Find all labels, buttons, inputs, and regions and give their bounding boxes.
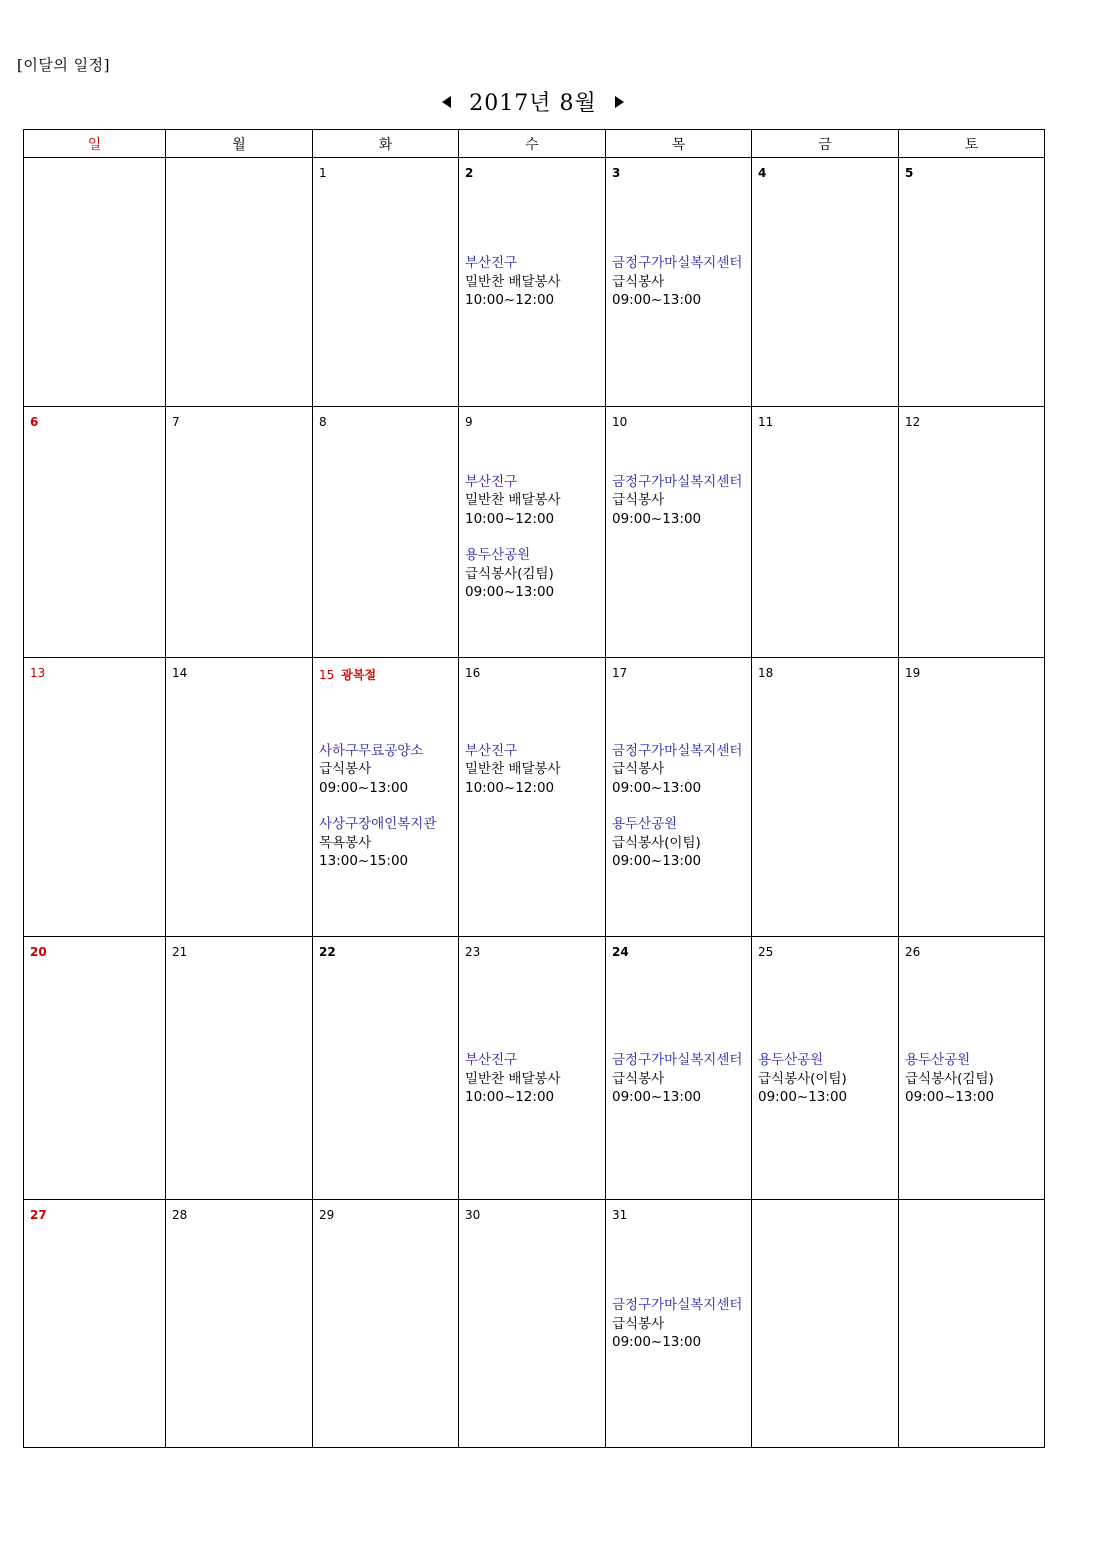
day-number-text: 5: [905, 166, 914, 180]
event-time: 09:00~13:00: [612, 1334, 702, 1351]
day-cell[interactable]: [606, 657, 752, 936]
event-time: 10:00~12:00: [465, 510, 555, 527]
day-cell[interactable]: [606, 158, 752, 407]
month-navigation: [0, 86, 1066, 117]
day-number: [172, 666, 187, 680]
day-number-text: 8: [319, 414, 327, 429]
day-number: [30, 666, 45, 680]
day-number: [465, 1208, 480, 1222]
day-number-text: 24: [612, 945, 629, 959]
day-number-text: 31: [612, 1208, 628, 1223]
day-number-text: 30: [465, 1208, 481, 1223]
day-number-text: 17: [612, 665, 628, 680]
event-time: 13:00~15:00: [319, 853, 409, 870]
event-place: 부산진구: [465, 742, 518, 759]
day-number: [319, 945, 336, 959]
day-number: [758, 666, 773, 680]
event-list: [465, 1051, 603, 1107]
day-cell[interactable]: [24, 406, 166, 657]
event-time: 09:00~13:00: [612, 292, 702, 308]
event-item[interactable]: [905, 1051, 1042, 1107]
event-description: 급식봉사: [612, 761, 665, 778]
event-item[interactable]: [612, 473, 749, 529]
event-place: 금정구가마실복지센터: [612, 742, 743, 759]
day-cell[interactable]: [606, 937, 752, 1200]
event-place: 사하구무료공양소: [319, 742, 424, 759]
day-cell[interactable]: [166, 937, 313, 1200]
event-time: 10:00~12:00: [465, 1089, 555, 1105]
holiday-label: 광복절: [341, 667, 377, 682]
day-number-text: 10: [612, 414, 628, 429]
day-number-text: 9: [465, 414, 473, 429]
day-number: [612, 166, 620, 180]
event-item[interactable]: [612, 1051, 749, 1107]
event-place: 용두산공원: [905, 1052, 971, 1068]
day-number-text: 29: [319, 1208, 335, 1223]
day-number-text: 27: [30, 1208, 47, 1223]
day-number-text: 7: [172, 414, 180, 429]
day-cell[interactable]: [899, 406, 1045, 657]
day-cell[interactable]: [606, 406, 752, 657]
event-list: [465, 742, 603, 798]
month-title: 2017년 8월: [469, 91, 597, 116]
event-description: 급식봉사: [612, 1070, 665, 1087]
event-place: 부산진구: [465, 473, 518, 490]
day-cell[interactable]: [899, 657, 1045, 936]
event-description: 밀반찬 배달봉사: [465, 1070, 561, 1087]
event-time: 09:00~13:00: [612, 853, 702, 870]
day-number: [172, 415, 180, 429]
event-time: 09:00~13:00: [465, 584, 555, 601]
week-row: [24, 937, 1045, 1200]
event-list: [612, 254, 749, 310]
event-time: 09:00~13:00: [612, 1089, 702, 1105]
event-list: [612, 1296, 749, 1352]
day-cell[interactable]: [313, 1200, 459, 1448]
event-place: 금정구가마실복지센터: [612, 473, 743, 490]
day-number: [612, 415, 627, 429]
day-number: [612, 666, 627, 680]
event-item[interactable]: [465, 1051, 603, 1107]
day-number-text: 26: [905, 945, 921, 959]
triangle-right-icon[interactable]: [615, 96, 624, 108]
day-number: [319, 666, 376, 683]
event-item[interactable]: [758, 1051, 896, 1107]
day-cell[interactable]: [166, 406, 313, 657]
day-number-text: 25: [758, 945, 774, 959]
day-number: [905, 666, 920, 680]
event-description: 급식봉사: [612, 492, 665, 509]
day-number: [30, 415, 38, 429]
day-number: [465, 415, 473, 429]
triangle-left-icon[interactable]: [442, 96, 451, 108]
event-description: 급식봉사: [612, 273, 665, 290]
event-item[interactable]: [612, 815, 749, 871]
day-number: [30, 1208, 47, 1222]
day-number-text: 2: [465, 166, 474, 180]
day-number-text: 21: [172, 945, 188, 959]
empty-cell: [166, 158, 313, 407]
weekday-header-wed: 수: [459, 130, 606, 158]
day-cell[interactable]: [459, 158, 606, 407]
event-item[interactable]: [319, 742, 456, 798]
day-number-text: 28: [172, 1208, 188, 1223]
day-number-text: 3: [612, 166, 621, 180]
event-time: 09:00~13:00: [758, 1089, 848, 1105]
weekday-header-thu: 목: [606, 130, 752, 158]
event-item[interactable]: [612, 1296, 749, 1352]
event-place: 부산진구: [465, 1052, 518, 1068]
day-number: [319, 415, 327, 429]
event-item[interactable]: [612, 254, 749, 310]
weekday-header-row: [24, 130, 1045, 158]
day-number-text: 13: [30, 665, 46, 680]
day-number-text: 14: [172, 665, 188, 680]
day-cell[interactable]: [313, 158, 459, 407]
day-number: [905, 166, 913, 180]
calendar-grid: [23, 129, 1045, 1448]
day-number-text: 15: [319, 667, 335, 682]
event-place: 부산진구: [465, 255, 518, 271]
event-list: [465, 254, 603, 310]
event-time: 09:00~13:00: [319, 779, 409, 796]
event-description: 밀반찬 배달봉사: [465, 273, 561, 290]
week-row: [24, 406, 1045, 657]
day-number-text: 23: [465, 945, 481, 959]
week-row: [24, 657, 1045, 936]
day-cell[interactable]: [166, 1200, 313, 1448]
weekday-header-mon: 월: [166, 130, 313, 158]
day-number: [905, 415, 920, 429]
event-description: 급식봉사(김팀): [465, 565, 554, 582]
day-cell[interactable]: [24, 657, 166, 936]
event-description: 밀반찬 배달봉사: [465, 761, 561, 778]
day-number: [30, 945, 47, 959]
day-cell[interactable]: [313, 657, 459, 936]
event-time: 09:00~13:00: [612, 779, 702, 796]
event-description: 밀반찬 배달봉사: [465, 492, 561, 509]
empty-cell: [752, 1200, 899, 1448]
event-list: [319, 742, 456, 871]
day-number-text: 16: [465, 665, 481, 680]
day-cell[interactable]: [752, 406, 899, 657]
event-item[interactable]: [465, 254, 603, 310]
day-cell[interactable]: [459, 1200, 606, 1448]
event-place: 사상구장애인복지관: [319, 816, 437, 833]
day-cell[interactable]: [24, 1200, 166, 1448]
event-list: [758, 1051, 896, 1107]
weekday-header-sat: 토: [899, 130, 1045, 158]
weekday-header-tue: 화: [313, 130, 459, 158]
event-list: [612, 742, 749, 871]
day-number: [758, 166, 766, 180]
day-number-text: 19: [905, 665, 921, 680]
day-number: [612, 945, 629, 959]
day-cell[interactable]: [313, 937, 459, 1200]
day-number: [758, 415, 773, 429]
empty-cell: [899, 1200, 1045, 1448]
event-description: 급식봉사(김팀): [905, 1070, 994, 1087]
day-number: [465, 666, 480, 680]
event-description: 급식봉사(이팀): [758, 1070, 847, 1087]
day-number-text: 22: [319, 945, 336, 959]
day-cell[interactable]: [313, 406, 459, 657]
event-list: [612, 473, 749, 529]
day-number: [905, 945, 920, 959]
section-label: [이달의 일정]: [17, 56, 110, 74]
day-number-text: 4: [758, 166, 767, 180]
day-cell[interactable]: [459, 406, 606, 657]
day-number: [319, 166, 327, 180]
day-number: [172, 945, 187, 959]
day-number: [612, 1208, 627, 1222]
event-time: 09:00~13:00: [905, 1089, 995, 1105]
day-cell[interactable]: [899, 937, 1045, 1200]
event-place: 금정구가마실복지센터: [612, 255, 743, 271]
weekday-header-fri: 금: [752, 130, 899, 158]
event-description: 급식봉사(이팀): [612, 834, 701, 851]
event-item[interactable]: [465, 473, 603, 529]
event-list: [905, 1051, 1042, 1107]
day-cell[interactable]: [166, 657, 313, 936]
day-number-text: 20: [30, 945, 47, 959]
week-row: [24, 1200, 1045, 1448]
event-place: 금정구가마실복지센터: [612, 1297, 743, 1314]
event-item[interactable]: [465, 742, 603, 798]
day-number: [172, 1208, 187, 1222]
day-cell[interactable]: [752, 158, 899, 407]
day-number-text: 12: [905, 414, 921, 429]
day-cell[interactable]: [459, 937, 606, 1200]
event-time: 09:00~13:00: [612, 510, 702, 527]
day-number-text: 18: [758, 665, 774, 680]
day-number-text: 6: [30, 414, 39, 429]
event-list: [465, 473, 603, 602]
day-number: [465, 166, 473, 180]
day-cell[interactable]: [606, 1200, 752, 1448]
day-cell[interactable]: [752, 657, 899, 936]
event-item[interactable]: [612, 742, 749, 798]
event-place: 용두산공원: [465, 547, 531, 564]
day-number: [465, 945, 480, 959]
event-place: 금정구가마실복지센터: [612, 1052, 743, 1068]
day-cell[interactable]: [752, 937, 899, 1200]
event-place: 용두산공원: [758, 1052, 824, 1068]
event-time: 10:00~12:00: [465, 779, 555, 796]
event-description: 목욕봉사: [319, 834, 372, 851]
event-time: 10:00~12:00: [465, 292, 555, 308]
event-description: 급식봉사: [319, 761, 372, 778]
day-number: [319, 1208, 334, 1222]
event-item[interactable]: [465, 546, 603, 602]
event-list: [612, 1051, 749, 1107]
empty-cell: [24, 158, 166, 407]
event-description: 급식봉사: [612, 1315, 665, 1332]
day-number: [758, 945, 773, 959]
event-place: 용두산공원: [612, 816, 678, 833]
event-item[interactable]: [319, 815, 456, 871]
day-cell[interactable]: [24, 937, 166, 1200]
day-cell[interactable]: [459, 657, 606, 936]
weekday-header-sun: 일: [24, 130, 166, 158]
week-row: [24, 158, 1045, 407]
day-number-text: 1: [319, 166, 327, 180]
day-cell[interactable]: [899, 158, 1045, 407]
day-number-text: 11: [758, 414, 774, 429]
